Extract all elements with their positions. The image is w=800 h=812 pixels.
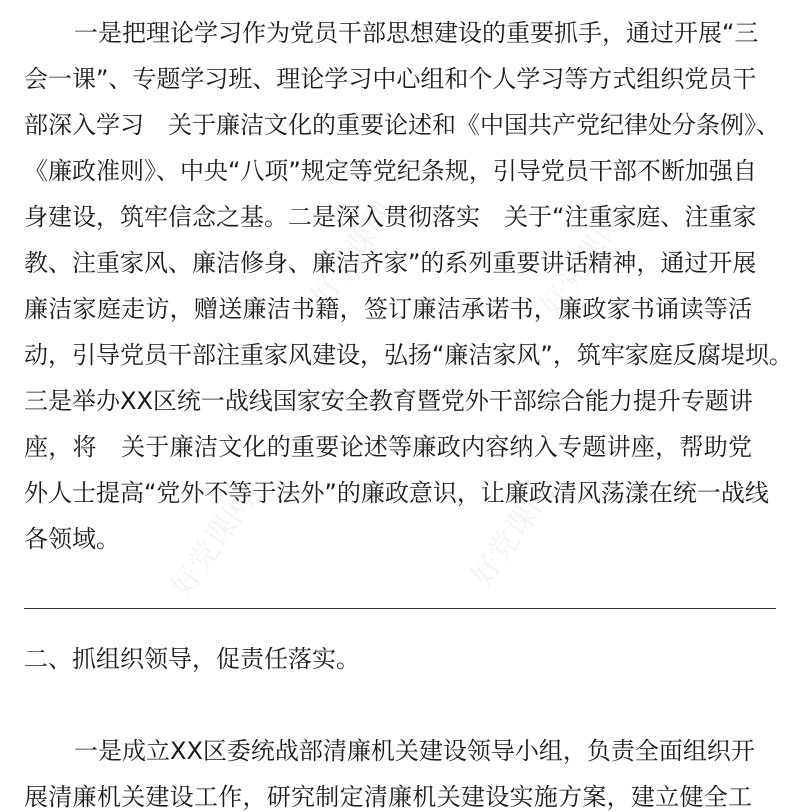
watermark-text: 好党课网 — [464, 474, 562, 594]
watermark-text: 好党课网 — [164, 484, 262, 604]
text-line: 教、注重家风、廉洁修身、廉洁齐家”的系列重要讲话精神，通过开展 — [24, 249, 757, 277]
text-line: 《廉政准则》、中央“八项”规定等党纪条规，引导党员干部不断加强自 — [24, 157, 757, 185]
text-line: 一是成立XX区委统战部清廉机关建设领导小组，负责全面组织开 — [74, 737, 755, 765]
text-line: 廉洁家庭走访，赠送廉洁书籍，签订廉洁承诺书，廉政家书诵读等活 — [24, 295, 752, 323]
text-line: 各领域。 — [24, 525, 120, 553]
text-line: 身建设，筑牢信念之基。二是深入贯彻落实 关于“注重家庭、注重家 — [24, 203, 757, 231]
text-line: 动，引导党员干部注重家风建设，弘扬“廉洁家风”，筑牢家庭反腐堤坝。 — [24, 341, 793, 369]
text-line: 会一课”、专题学习班、理论学习中心组和个人学习等方式组织党员干 — [24, 65, 757, 93]
horizontal-divider — [24, 608, 776, 609]
section-heading: 二、抓组织领导，促责任落实。 — [24, 645, 360, 673]
text-line: 外人士提高“党外不等于法外”的廉政意识，让廉政清风荡漾在统一战线 — [24, 479, 769, 507]
text-line: 展清廉机关建设工作，研究制定清廉机关建设实施方案，建立健全工 — [24, 783, 752, 811]
watermark-text: 好党课网 — [534, 204, 632, 324]
text-line: 部深入学习 关于廉洁文化的重要论述和《中国共产党纪律处分条例》、 — [24, 111, 780, 139]
text-line: 一是把理论学习作为党员干部思想建设的重要抓手，通过开展“三 — [74, 19, 759, 47]
text-line: 座，将 关于廉洁文化的重要论述等廉政内容纳入专题讲座，帮助党 — [24, 433, 752, 461]
watermark-text: 好党课网 — [304, 194, 402, 314]
text-line: 三是举办XX区统一战线国家安全教育暨党外干部综合能力提升专题讲 — [24, 387, 753, 415]
